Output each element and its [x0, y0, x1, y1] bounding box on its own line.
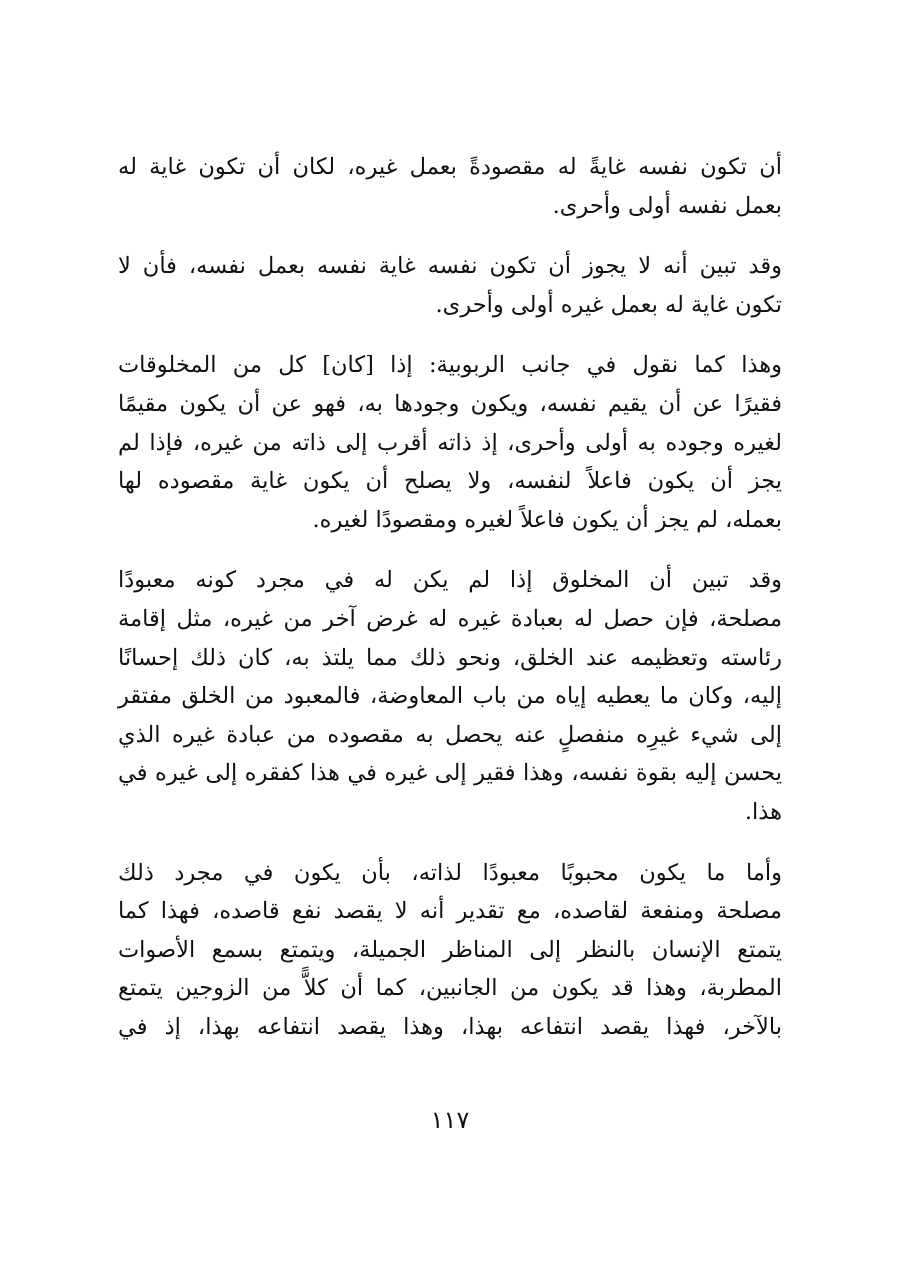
- page-number: ١١٧: [430, 1106, 470, 1134]
- text-line: هذا.: [744, 798, 782, 825]
- text-line: وأما ما يكون محبوبًا معبودًا لذاته، بأن يكون في مجرد ذلك: [118, 859, 782, 886]
- text-line: أن تكون نفسه غايةً له مقصودةً بعمل غيره، لكان أن تكون غاية له: [118, 154, 782, 180]
- text-line: المطربة، وهذا قد يكون من الجانبين، كما أن كلاًّ من الزوجين يتمتع: [118, 975, 782, 1002]
- text-line: مصلحة ومنفعة لقاصده، مع تقدير أنه لا يقصد نفع قاصده، فهذا كما: [118, 898, 782, 925]
- paragraph-2: [118, 247, 782, 324]
- text-line: وقد تبين أن المخلوق إذا لم يكن له في مجرد كونه معبودًا: [118, 567, 782, 594]
- text-line: بعمل نفسه أولى وأحرى.: [552, 192, 782, 219]
- text-line: إليه، وكان ما يعطيه إياه من باب المعاوضة، فالمعبود من الخلق مفتقر: [118, 683, 782, 710]
- paragraph-4: [118, 561, 782, 831]
- text-line: لغيره وجوده به أولى وأحرى، إذ ذاته أقرب إلى ذاته من غيره، فإذا لم: [118, 429, 782, 456]
- text-line: بالآخر، فهذا يقصد انتفاعه بهذا، وهذا يقصد انتفاعه بهذا، إذ في: [118, 1013, 782, 1040]
- text-line: يجز أن يكون فاعلاً لنفسه، ولا يصلح أن يكون غاية مقصوده لها: [118, 468, 782, 495]
- text-line: رئاسته وتعظيمه عند الخلق، ونحو ذلك مما يلتذ به، كان ذلك إحسانًا: [118, 644, 782, 671]
- text-line: مصلحة، فإن حصل له بعبادة غيره له غرض آخر من غيره، مثل إقامة: [118, 605, 782, 632]
- text-line: وهذا كما نقول في جانب الربوبية: إذا [كان] كل من المخلوقات: [118, 352, 782, 379]
- text-line: بعمله، لم يجز أن يكون فاعلاً لغيره ومقصودًا لغيره.: [312, 506, 782, 533]
- text-line: فقيرًا عن أن يقيم نفسه، ويكون وجودها به، فهو عن أن يكون مقيمًا: [118, 390, 782, 417]
- paragraph-3: [118, 346, 782, 539]
- text-line: وقد تبين أنه لا يجوز أن تكون نفسه غاية نفسه بعمل نفسه، فأن لا: [118, 253, 782, 280]
- paragraph-5: [118, 854, 782, 1047]
- text-line: تكون غاية له بعمل غيره أولى وأحرى.: [435, 291, 782, 318]
- page-body: [118, 148, 782, 1046]
- paragraph-1: [118, 148, 782, 225]
- text-line: يحسن إليه بقوة نفسه، وهذا فقير إلى غيره في هذا كفقره إلى غيره في: [118, 760, 782, 787]
- text-line: إلى شيء غيرِه منفصلٍ عنه يحصل به مقصوده من عبادة غيره الذي: [118, 721, 782, 748]
- text-line: يتمتع الإنسان بالنظر إلى المناظر الجميلة، ويتمتع بسمع الأصوات: [118, 936, 782, 963]
